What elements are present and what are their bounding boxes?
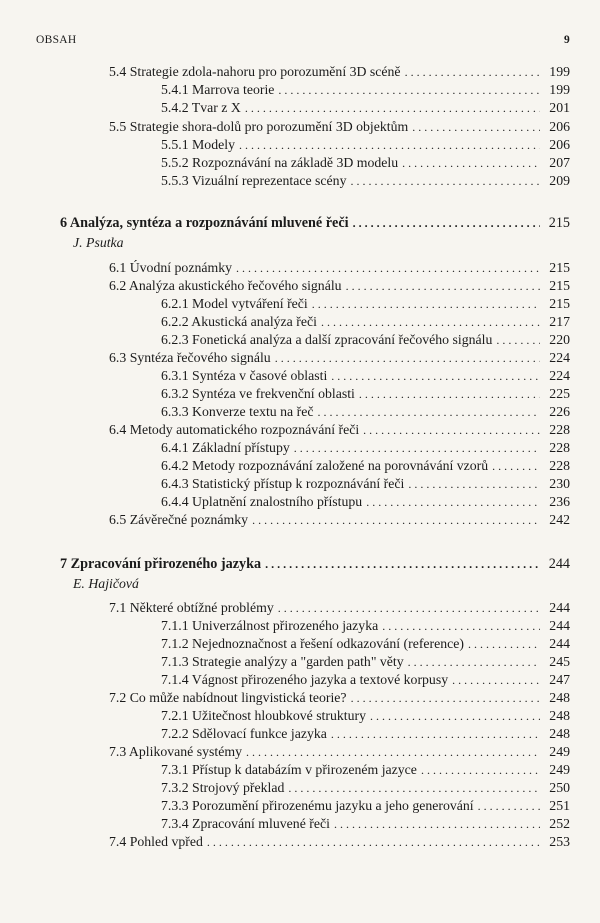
dot-leader (382, 617, 540, 635)
toc-entry-page: 230 (549, 476, 570, 491)
toc-entry (161, 331, 570, 349)
toc-entry-label: 7.1.4 Vágnost přirozeného jazyka a textové korpusy (161, 672, 449, 687)
toc-entry (161, 439, 570, 457)
toc-entry (161, 99, 570, 117)
toc-entry-label: 7.3.2 Strojový překlad (161, 780, 285, 795)
toc-entry-label: 6.3.3 Konverze textu na řeč (161, 404, 314, 419)
toc-entry-label: 6 Analýza, syntéza a rozpoznávání mluvené řeči (60, 215, 349, 231)
toc-entry (109, 349, 570, 367)
toc-entry (109, 689, 570, 707)
dot-leader (346, 277, 540, 295)
dot-leader (265, 555, 540, 573)
toc-entry (161, 172, 570, 190)
toc-entry-page: 199 (549, 82, 570, 97)
toc-entry-label: 5.5.2 Rozpoznávání na základě 3D modelu (161, 155, 399, 170)
toc-entry-label: 7.3.4 Zpracování mluvené řeči (161, 816, 330, 831)
dot-leader (405, 63, 540, 81)
toc-entry-page: 225 (549, 386, 570, 401)
running-head-title: OBSAH (36, 34, 77, 46)
toc-entry-label: 5.5.1 Modely (161, 137, 235, 152)
toc-entry-page: 206 (549, 137, 570, 152)
toc-entry-label: 7.1.3 Strategie analýzy a "garden path" věty (161, 654, 404, 669)
dot-leader (492, 457, 540, 475)
toc-entry (161, 815, 570, 833)
toc-entry-page: 249 (549, 762, 570, 777)
toc-entry-page: 248 (549, 726, 570, 741)
toc-entry-label: 6.5 Závěrečné poznámky (109, 512, 249, 527)
toc-entry-label: 6.2.1 Model vytváření řeči (161, 296, 308, 311)
dot-leader (359, 385, 540, 403)
toc-entry-page: 244 (548, 556, 570, 572)
toc-entry-label: 6.3.1 Syntéza v časové oblasti (161, 368, 328, 383)
dot-leader (278, 81, 540, 99)
toc-entry-page: 242 (549, 512, 570, 527)
toc-entry (161, 81, 570, 99)
dot-leader (478, 797, 540, 815)
toc-entry-page: 206 (549, 119, 570, 134)
toc-entry-page: 215 (549, 296, 570, 311)
dot-leader (366, 493, 540, 511)
dot-leader (468, 635, 540, 653)
toc-entry-label: 7.2.2 Sdělovací funkce jazyka (161, 726, 327, 741)
dot-leader (334, 815, 540, 833)
toc-entry-page: 244 (549, 636, 570, 651)
toc-entry-page: 244 (549, 618, 570, 633)
toc-entry (161, 617, 570, 635)
toc-entry (109, 277, 570, 295)
dot-leader (321, 313, 540, 331)
dot-leader (294, 439, 540, 457)
toc-entry-page: 253 (549, 834, 570, 849)
dot-leader (278, 599, 540, 617)
toc-entry (161, 367, 570, 385)
toc-entry (161, 797, 570, 815)
toc-entry-label: 7.1.2 Nejednoznačnost a řešení odkazování (reference) (161, 636, 464, 651)
toc-entry (109, 118, 570, 136)
dot-leader (496, 331, 540, 349)
dot-leader (207, 833, 540, 851)
toc-entry (161, 779, 570, 797)
toc-entry-page: 249 (549, 744, 570, 759)
toc-entry-page: 217 (549, 314, 570, 329)
dot-leader (350, 172, 540, 190)
toc-entry-page: 244 (549, 600, 570, 615)
dot-leader (236, 259, 540, 277)
toc-entry-label: 5.5.3 Vizuální reprezentace scény (161, 173, 347, 188)
toc-entry-page: 220 (549, 332, 570, 347)
dot-leader (288, 779, 540, 797)
chapter-author: E. Hajičová (73, 576, 139, 591)
toc-entry (161, 653, 570, 671)
dot-leader (312, 295, 540, 313)
toc-entry-label: 6.4.3 Statistický přístup k rozpoznávání řeči (161, 476, 405, 491)
toc-entry (161, 725, 570, 743)
dot-leader (245, 99, 540, 117)
toc-entry-label: 6.4.4 Uplatnění znalostního přístupu (161, 494, 363, 509)
toc-entry-page: 247 (549, 672, 570, 687)
dot-leader (351, 689, 540, 707)
toc-entry-page: 228 (549, 458, 570, 473)
toc-entry-label: 7.1.1 Univerzálnost přirozeného jazyka (161, 618, 379, 633)
toc-entry-page: 245 (549, 654, 570, 669)
dot-leader (353, 214, 540, 232)
toc-entry (161, 635, 570, 653)
toc-entry-label: 7.4 Pohled vpřed (109, 834, 203, 849)
toc-entry-page: 248 (549, 708, 570, 723)
toc-entry (161, 385, 570, 403)
toc-entry (109, 743, 570, 761)
dot-leader (239, 136, 540, 154)
toc-entry-label: 5.4.2 Tvar z X (161, 100, 241, 115)
dot-leader (246, 743, 540, 761)
toc-entry-label: 6.3.2 Syntéza ve frekvenční oblasti (161, 386, 355, 401)
toc-entry-label: 6.1 Úvodní poznámky (109, 260, 233, 275)
toc-entry (161, 154, 570, 172)
dot-leader (252, 511, 540, 529)
toc-entry-label: 6.2.2 Akustická analýza řeči (161, 314, 317, 329)
toc-entry-page: 199 (549, 64, 570, 79)
toc-entry-page: 226 (549, 404, 570, 419)
toc-entry-page: 215 (549, 278, 570, 293)
toc-entry (109, 63, 570, 81)
toc-entry-label: 6.4.1 Základní přístupy (161, 440, 290, 455)
toc-entry-page: 224 (549, 350, 570, 365)
toc-entry (161, 457, 570, 475)
toc-entry-label: 7.2.1 Užitečnost hloubkové struktury (161, 708, 367, 723)
toc-entry (161, 403, 570, 421)
dot-leader (317, 403, 540, 421)
toc-entry-label: 6.3 Syntéza řečového signálu (109, 350, 271, 365)
toc-entry (161, 761, 570, 779)
toc-entry-label: 6.2.3 Fonetická analýza a další zpracování řečového signálu (161, 332, 493, 347)
dot-leader (370, 707, 540, 725)
toc-entry (161, 295, 570, 313)
dot-leader (408, 475, 540, 493)
dot-leader (363, 421, 540, 439)
toc-entry-label: 5.4 Strategie zdola-nahoru pro porozumění 3D scéně (109, 64, 401, 79)
toc-chapter-entry (60, 214, 570, 232)
toc-entry-label: 5.4.1 Marrova teorie (161, 82, 275, 97)
toc-entry (161, 475, 570, 493)
dot-leader (452, 671, 540, 689)
dot-leader (275, 349, 540, 367)
toc-entry (109, 259, 570, 277)
toc-entry-label: 6.4 Metody automatického rozpoznávání řeči (109, 422, 360, 437)
dot-leader (412, 118, 540, 136)
toc-entry-label: 7.2 Co může nabídnout lingvistická teorie? (109, 690, 347, 705)
toc-entry (109, 511, 570, 529)
toc-entry-label: 7.1 Některé obtížné problémy (109, 600, 274, 615)
toc-entry-page: 215 (549, 260, 570, 275)
toc-entry-label: 6.4.2 Metody rozpoznávání založené na porovnávání vzorů (161, 458, 489, 473)
toc-entry-page: 207 (549, 155, 570, 170)
toc-chapter-entry (60, 555, 570, 573)
toc-entry (161, 707, 570, 725)
page-number: 9 (563, 34, 570, 46)
toc-entry-label: 5.5 Strategie shora-dolů pro porozumění 3D objektům (109, 119, 409, 134)
toc-entry (109, 599, 570, 617)
dot-leader (421, 761, 540, 779)
toc-entry-page: 251 (549, 798, 570, 813)
toc-entry-page: 252 (549, 816, 570, 831)
dot-leader (402, 154, 540, 172)
toc-entry-page: 228 (549, 440, 570, 455)
dot-leader (331, 367, 540, 385)
toc-entry (161, 136, 570, 154)
toc-entry (161, 493, 570, 511)
toc-entry-page: 224 (549, 368, 570, 383)
toc-entry (161, 313, 570, 331)
toc-entry-page: 236 (549, 494, 570, 509)
toc-entry (109, 833, 570, 851)
chapter-author: J. Psutka (73, 235, 124, 250)
toc-entry-label: 7.3 Aplikované systémy (109, 744, 242, 759)
toc-entry (161, 671, 570, 689)
toc-entry-page: 250 (549, 780, 570, 795)
toc-entry-label: 6.2 Analýza akustického řečového signálu (109, 278, 342, 293)
toc-entry-page: 215 (548, 215, 570, 231)
toc-entry-label: 7 Zpracování přirozeného jazyka (60, 556, 262, 572)
toc-entry (109, 421, 570, 439)
toc-entry-page: 228 (549, 422, 570, 437)
toc-entry-label: 7.3.3 Porozumění přirozenému jazyku a jeho generování (161, 798, 474, 813)
toc-entry-page: 209 (549, 173, 570, 188)
toc-entry-label: 7.3.1 Přístup k databázím v přirozeném jazyce (161, 762, 417, 777)
toc-entry-page: 248 (549, 690, 570, 705)
dot-leader (331, 725, 540, 743)
dot-leader (408, 653, 540, 671)
toc-entry-page: 201 (549, 100, 570, 115)
